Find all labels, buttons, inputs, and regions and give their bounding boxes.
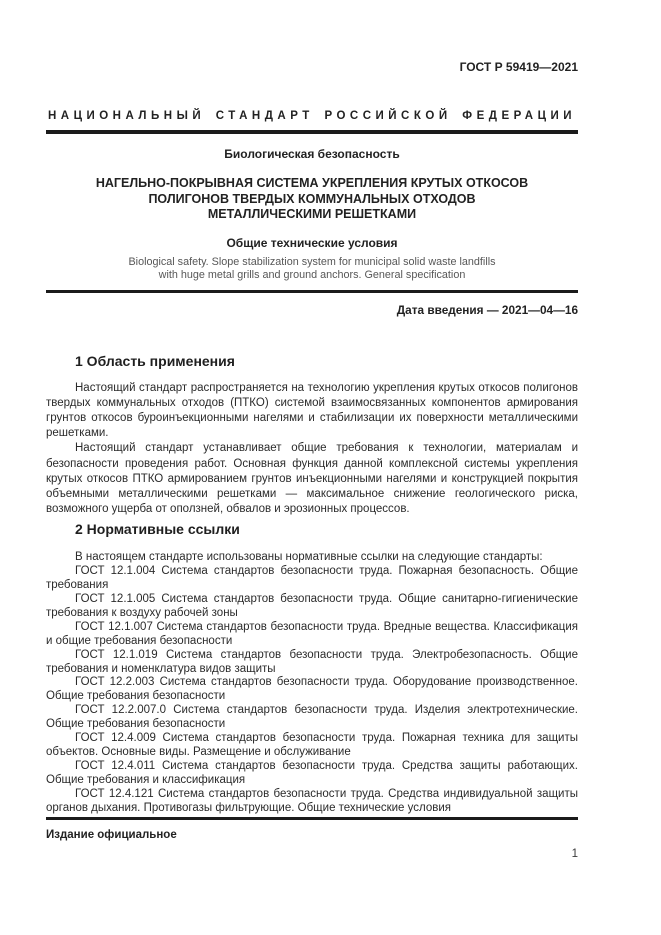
reference-item-5: ГОСТ 12.2.003 Система стандартов безопасности труда. Оборудование производственное. Общие требования безопасности bbox=[46, 676, 578, 703]
effective-date: Дата введения — 2021—04—16 bbox=[396, 302, 578, 317]
reference-item-2: ГОСТ 12.1.005 Система стандартов безопасности труда. Общие санитарно-гигиенические требования к воздуху рабочей зоны bbox=[46, 593, 578, 619]
page-number: 1 bbox=[571, 848, 578, 860]
title-line-2: ПОЛИГОНОВ ТВЕРДЫХ КОММУНАЛЬНЫХ ОТХОДОВ bbox=[148, 191, 476, 206]
document-title-english bbox=[46, 256, 578, 283]
footer-rule bbox=[46, 817, 578, 820]
official-edition-label: Издание официальное bbox=[46, 829, 177, 841]
title-line-1: НАГЕЛЬНО-ПОКРЫВНАЯ СИСТЕМА УКРЕПЛЕНИЯ КРУТЫХ ОТКОСОВ bbox=[95, 176, 529, 190]
reference-item-7: ГОСТ 12.4.009 Система стандартов безопасности труда. Пожарная техника для защиты объектов. Основные виды. Размещение и обслуживание bbox=[46, 732, 578, 759]
standard-type-line: НАЦИОНАЛЬНЫЙ СТАНДАРТ РОССИЙСКОЙ ФЕДЕРАЦИИ bbox=[47, 110, 577, 122]
reference-item-4: ГОСТ 12.1.019 Система стандартов безопасности труда. Электробезопасность. Общие требования и номенклатура видов защиты bbox=[46, 648, 578, 675]
reference-item-1: ГОСТ 12.1.004 Система стандартов безопасности труда. Пожарная безопасность. Общие требования bbox=[46, 565, 578, 592]
document-subtitle: Общие технические условия bbox=[226, 235, 398, 250]
title-line-3: МЕТАЛЛИЧЕСКИМИ РЕШЕТКАМИ bbox=[207, 207, 417, 221]
subject-heading: Биологическая безопасность bbox=[224, 147, 400, 161]
doc-number: ГОСТ Р 59419—2021 bbox=[459, 60, 578, 74]
title-en-line-1: Biological safety. Slope stabilization system for municipal solid waste landfills bbox=[128, 255, 496, 268]
title-block-rule bbox=[46, 290, 578, 293]
section-1-heading: 1 Область применения bbox=[75, 352, 235, 369]
section-2-intro: В настоящем стандарте использованы нормативные ссылки на следующие стандарты: bbox=[75, 551, 543, 564]
document-title bbox=[46, 176, 578, 223]
section-1-paragraph-2: Настоящий стандарт устанавливает общие требования к технологии, материалам и безопасности проведения работ. Основная функция данной комплексной системы укрепления крутых откосов ПТКО армированием грунтов инъекционными нагелями и конструкцией покрытия объемными металлическими решетками — максимальное снижение геологического риска, возможного ущерба от оползней, обвалов и эрозионных процессов. bbox=[46, 442, 578, 516]
header-rule bbox=[46, 130, 578, 134]
reference-item-6: ГОСТ 12.2.007.0 Система стандартов безопасности труда. Изделия электротехнические. Общие требования безопасности bbox=[46, 704, 578, 731]
section-1-paragraph-1: Настоящий стандарт распространяется на технологию укрепления крутых откосов полигонов твердых коммунальных отходов (ПТКО) системой взаимосвязанных компонентов армирования грунтов откосов буроинъекционными нагелями и стабилизации их поверхности металлическими решетками. bbox=[46, 381, 578, 440]
title-en-line-2: with huge metal grills and ground anchors. General specification bbox=[158, 269, 466, 281]
reference-item-3: ГОСТ 12.1.007 Система стандартов безопасности труда. Вредные вещества. Классификация и общие требования безопасности bbox=[46, 620, 578, 647]
reference-item-9: ГОСТ 12.4.121 Система стандартов безопасности труда. Средства индивидуальной защиты органов дыхания. Противогазы фильтрующие. Общие технические условия bbox=[46, 787, 578, 814]
section-2-heading: 2 Нормативные ссылки bbox=[75, 521, 240, 538]
reference-item-8: ГОСТ 12.4.011 Система стандартов безопасности труда. Средства защиты работающих. Общие требования и классификация bbox=[46, 759, 578, 786]
